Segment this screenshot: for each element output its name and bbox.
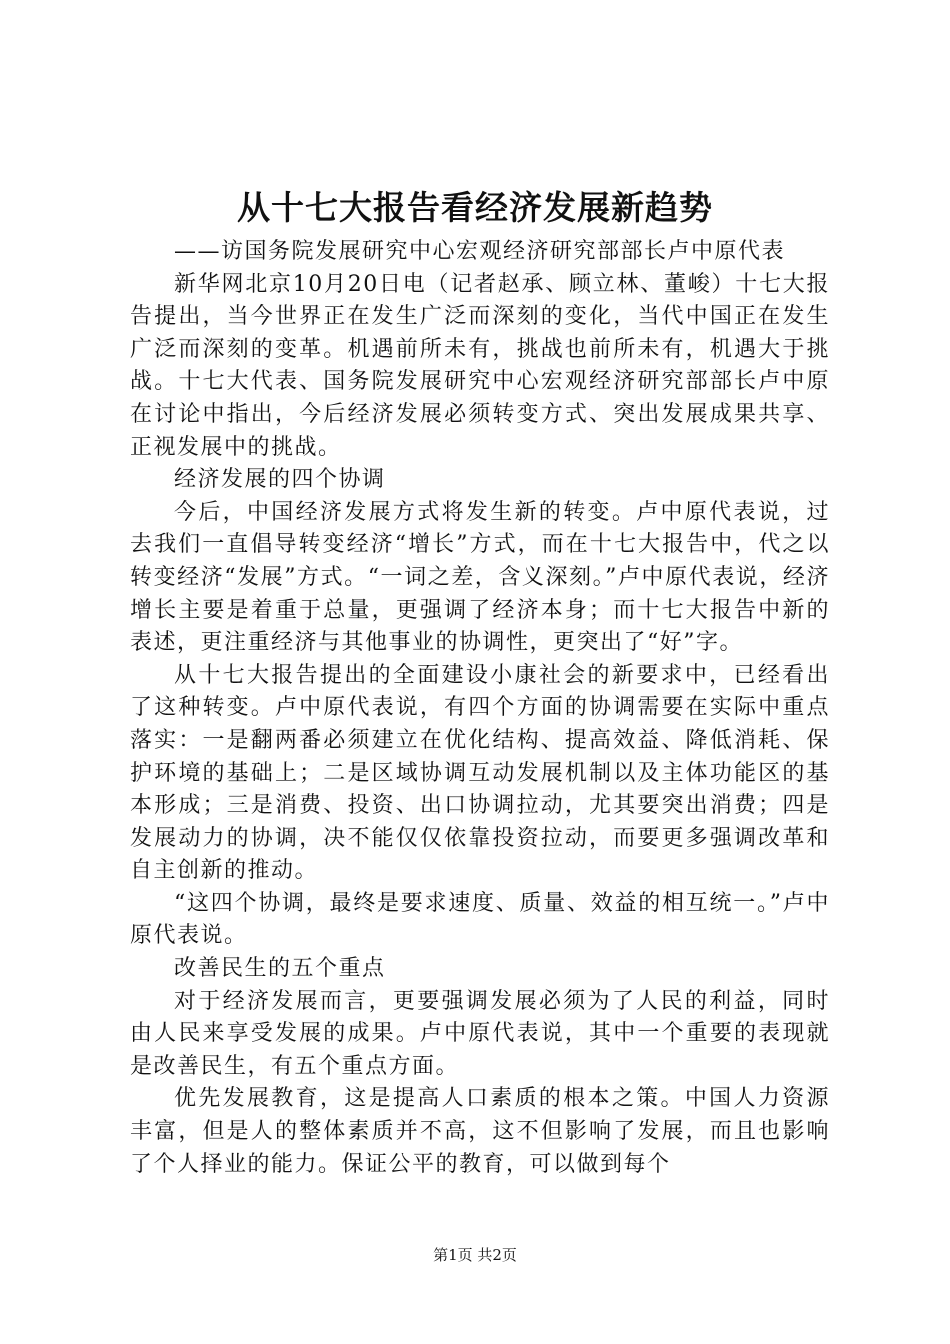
page-footer: 第1页 共2页 <box>433 1246 517 1264</box>
paragraph: 优先发展教育，这是提高人口素质的根本之策。中国人力资源丰富，但是人的整体素质并不高，这不但影响了发展，而且也影响了个人择业的能力。保证公平的教育，可以做到每个 <box>130 1086 830 1177</box>
section-heading: 经济发展的四个协调 <box>174 467 386 493</box>
section-heading: 改善民生的五个重点 <box>174 956 386 982</box>
paragraph: “这四个协调，最终是要求速度、质量、效益的相互统一。”卢中原代表说。 <box>130 890 830 949</box>
paragraph: 对于经济发展而言，更要强调发展必须为了人民的利益，同时由人民来享受发展的成果。卢中原代表说，其中一个重要的表现就是改善民生，有五个重点方面。 <box>130 988 830 1079</box>
paragraph: 新华网北京10月20日电（记者赵承、顾立林、董峻）十七大报告提出，当今世界正在发生广泛而深刻的变化，当代中国正在发生广泛而深刻的变革。机遇前所未有，挑战也前所未有，机遇大于挑战。十七大代表、国务院发展研究中心宏观经济研究部部长卢中原在讨论中指出，今后经济发展必须转变方式、突出发展成果共享、正视发展中的挑战。 <box>130 271 830 460</box>
document-title: 从十七大报告看经济发展新趋势 <box>237 188 713 227</box>
document-body <box>130 236 830 1181</box>
paragraph: 今后，中国经济发展方式将发生新的转变。卢中原代表说，过去我们一直倡导转变经济“增长”方式，而在十七大报告中，代之以转变经济“发展”方式。“一词之差，含义深刻。”卢中原代表说，经济增长主要是着重于总量，更强调了经济本身；而十七大报告中新的表述，更注重经济与其他事业的协调性，更突出了“好”字。 <box>130 499 830 656</box>
document-subtitle: ——访国务院发展研究中心宏观经济研究部部长卢中原代表 <box>174 239 786 264</box>
paragraph: 从十七大报告提出的全面建设小康社会的新要求中，已经看出了这种转变。卢中原代表说，有四个方面的协调需要在实际中重点落实：一是翻两番必须建立在优化结构、提高效益、降低消耗、保护环境的基础上；二是区域协调互动发展机制以及主体功能区的基本形成；三是消费、投资、出口协调拉动，尤其要突出消费；四是发展动力的协调，决不能仅仅依靠投资拉动，而要更多强调改革和自主创新的推动。 <box>130 662 830 884</box>
